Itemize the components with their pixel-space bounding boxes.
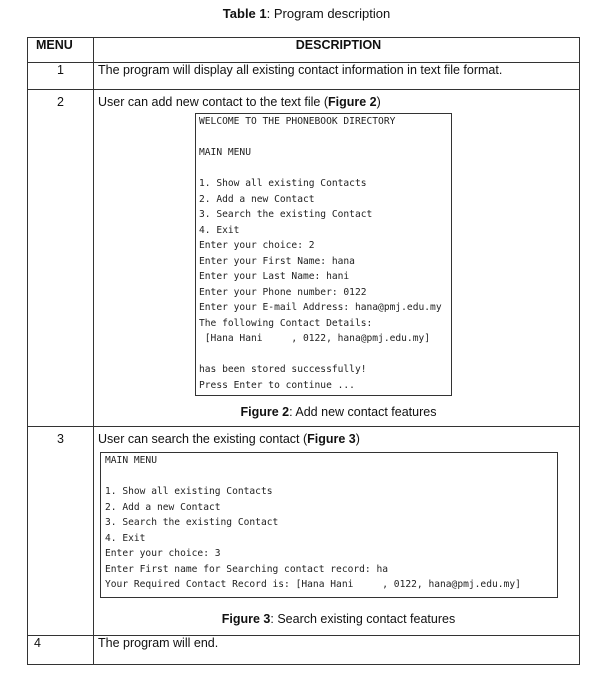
console-output-search-contact bbox=[100, 452, 558, 598]
console-line: Enter your Last Name: hani bbox=[199, 271, 350, 282]
table-title-label: Table 1 bbox=[222, 6, 267, 21]
row-text: User can add new contact to the text file ( bbox=[98, 95, 328, 109]
figure-label: Figure 3 bbox=[221, 611, 271, 626]
console-line: 3. Search the existing Contact bbox=[105, 517, 279, 528]
console-line: 1. Show all existing Contacts bbox=[199, 178, 367, 189]
console-output-add-contact bbox=[195, 113, 452, 396]
console-line: 4. Exit bbox=[199, 224, 240, 236]
menu-header: MENU bbox=[28, 38, 94, 63]
row-number: 3 bbox=[28, 427, 94, 636]
figure-3-caption bbox=[98, 612, 579, 626]
console-line: 2. Add a new Contact bbox=[199, 193, 315, 205]
figure-ref: Figure 2 bbox=[327, 95, 377, 109]
table-title-text: : Program description bbox=[266, 6, 391, 21]
console-line: The following Contact Details: bbox=[199, 317, 373, 329]
figure-label: Figure 2 bbox=[240, 405, 290, 419]
console-line: [Hana Hani , 0122, hana@pmj.edu.my] bbox=[199, 333, 431, 344]
console-line: Enter your First Name: hana bbox=[199, 255, 355, 267]
table-header-row bbox=[28, 38, 580, 63]
console-line: Enter First name for Searching contact record: ha bbox=[105, 563, 389, 575]
row-text: User can search the existing contact ( bbox=[98, 432, 308, 446]
row-number: 4 bbox=[28, 635, 94, 664]
row-description: The program will end. bbox=[94, 635, 580, 664]
row-description bbox=[98, 90, 579, 109]
row-description-cell bbox=[94, 427, 580, 636]
console-line: MAIN MENU bbox=[199, 147, 251, 158]
row-text-end: ) bbox=[376, 95, 381, 109]
console-line: Press Enter to continue ... bbox=[199, 379, 355, 391]
row-number: 2 bbox=[28, 90, 94, 427]
console-line: Enter your choice: 3 bbox=[105, 548, 221, 559]
program-description-table bbox=[27, 37, 580, 665]
table-row bbox=[28, 635, 580, 664]
console-line: 2. Add a new Contact bbox=[105, 501, 221, 513]
console-line: 4. Exit bbox=[105, 532, 146, 544]
console-line: Enter your E-mail Address: hana@pmj.edu.my bbox=[199, 302, 442, 313]
row-description bbox=[98, 427, 579, 446]
row-text-end: ) bbox=[355, 432, 360, 446]
table-row bbox=[28, 90, 580, 427]
figure-2-caption bbox=[98, 405, 579, 419]
console-line: Enter your choice: 2 bbox=[199, 240, 315, 251]
console-line: has been stored successfully! bbox=[199, 364, 367, 375]
console-line: WELCOME TO THE PHONEBOOK DIRECTORY bbox=[199, 116, 396, 127]
console-line: MAIN MENU bbox=[105, 455, 157, 466]
figure-caption-text: : Add new contact features bbox=[289, 405, 437, 419]
description-header: DESCRIPTION bbox=[94, 38, 580, 63]
table-row bbox=[28, 427, 580, 636]
table-row bbox=[28, 63, 580, 90]
figure-caption-text: : Search existing contact features bbox=[270, 611, 456, 626]
row-description: The program will display all existing contact information in text file format. bbox=[94, 63, 580, 90]
table-title bbox=[0, 6, 613, 21]
console-line: Enter your Phone number: 0122 bbox=[199, 286, 367, 298]
console-line: 3. Search the existing Contact bbox=[199, 209, 373, 220]
row-number: 1 bbox=[28, 63, 94, 90]
row-description-cell bbox=[94, 90, 580, 427]
console-line: 1. Show all existing Contacts bbox=[105, 486, 273, 497]
figure-ref: Figure 3 bbox=[307, 432, 356, 446]
console-line: Your Required Contact Record is: [Hana Hani , 0122, hana@pmj.edu.my] bbox=[105, 579, 521, 590]
